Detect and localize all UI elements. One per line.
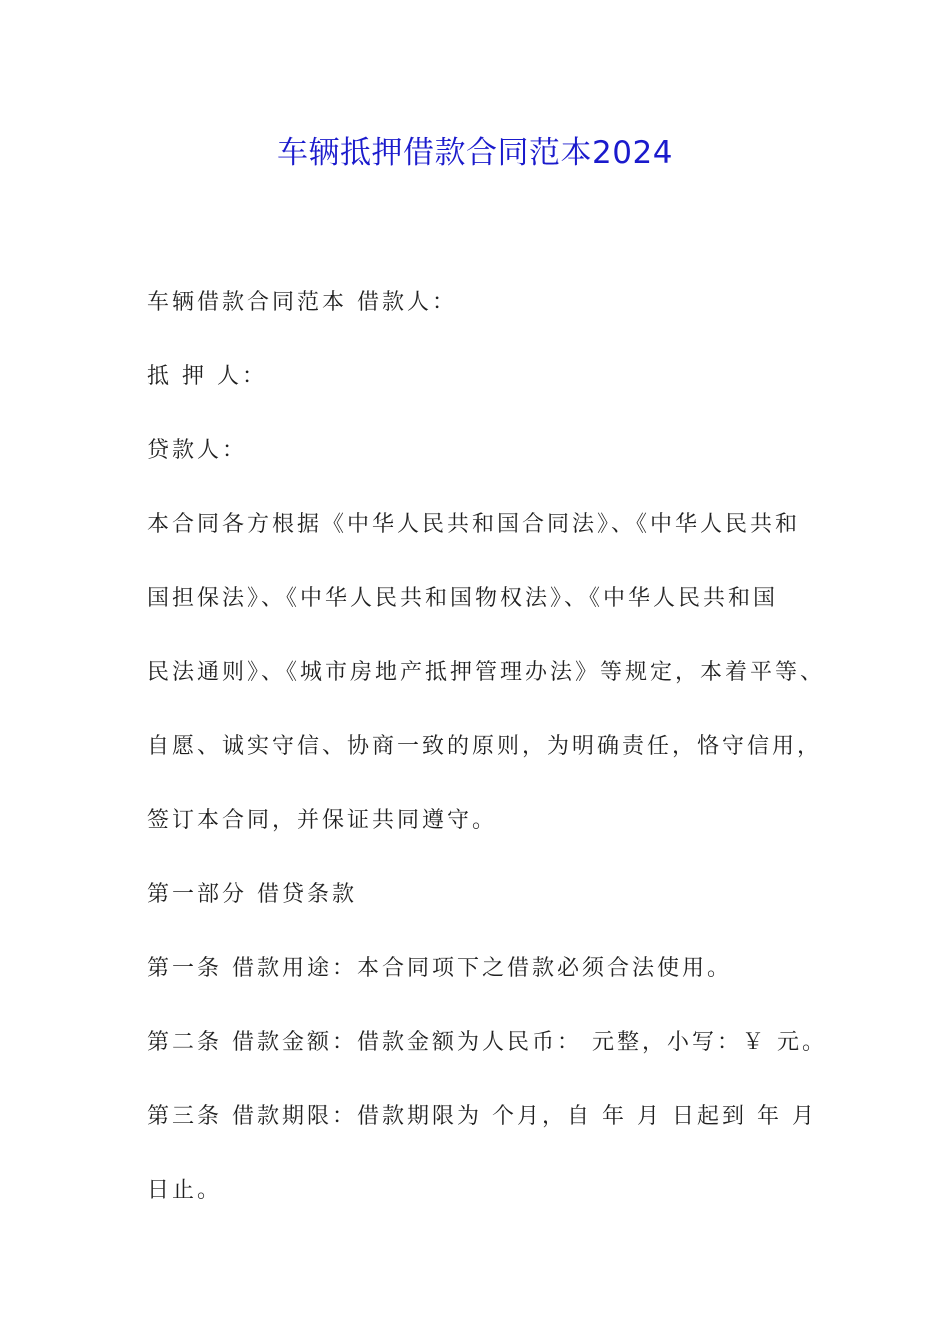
body-line-borrower: 车辆借款合同范本 借款人： bbox=[147, 290, 457, 315]
article-1-purpose: 第一条 借款用途：本合同项下之借款必须合法使用。 bbox=[147, 956, 732, 981]
section-heading-part-one: 第一部分 借贷条款 bbox=[147, 882, 357, 907]
body-line-lender: 贷款人： bbox=[147, 438, 248, 463]
article-3-term-end: 日止。 bbox=[147, 1178, 223, 1203]
body-line-mortgagor: 抵 押 人： bbox=[147, 364, 267, 389]
body-line-preamble-1: 本合同各方根据《中华人民共和国合同法》、《中华人民共和 bbox=[147, 512, 801, 537]
article-2-amount: 第二条 借款金额：借款金额为人民币： 元整，小写：￥ 元。 bbox=[147, 1030, 827, 1055]
document-body bbox=[147, 266, 837, 1228]
document-title: 车辆抵押借款合同范本2024 bbox=[277, 135, 673, 171]
article-3-term: 第三条 借款期限：借款期限为 个月，自 年 月 日起到 年 月 bbox=[147, 1104, 817, 1129]
body-line-preamble-3: 民法通则》、《城市房地产抵押管理办法》等规定，本着平等、 bbox=[147, 660, 826, 685]
body-line-preamble-4: 自愿、诚实守信、协商一致的原则，为明确责任，恪守信用， bbox=[147, 734, 823, 759]
body-line-preamble-2: 国担保法》、《中华人民共和国物权法》、《中华人民共和国 bbox=[147, 586, 779, 611]
body-line-preamble-5: 签订本合同，并保证共同遵守。 bbox=[147, 808, 498, 833]
